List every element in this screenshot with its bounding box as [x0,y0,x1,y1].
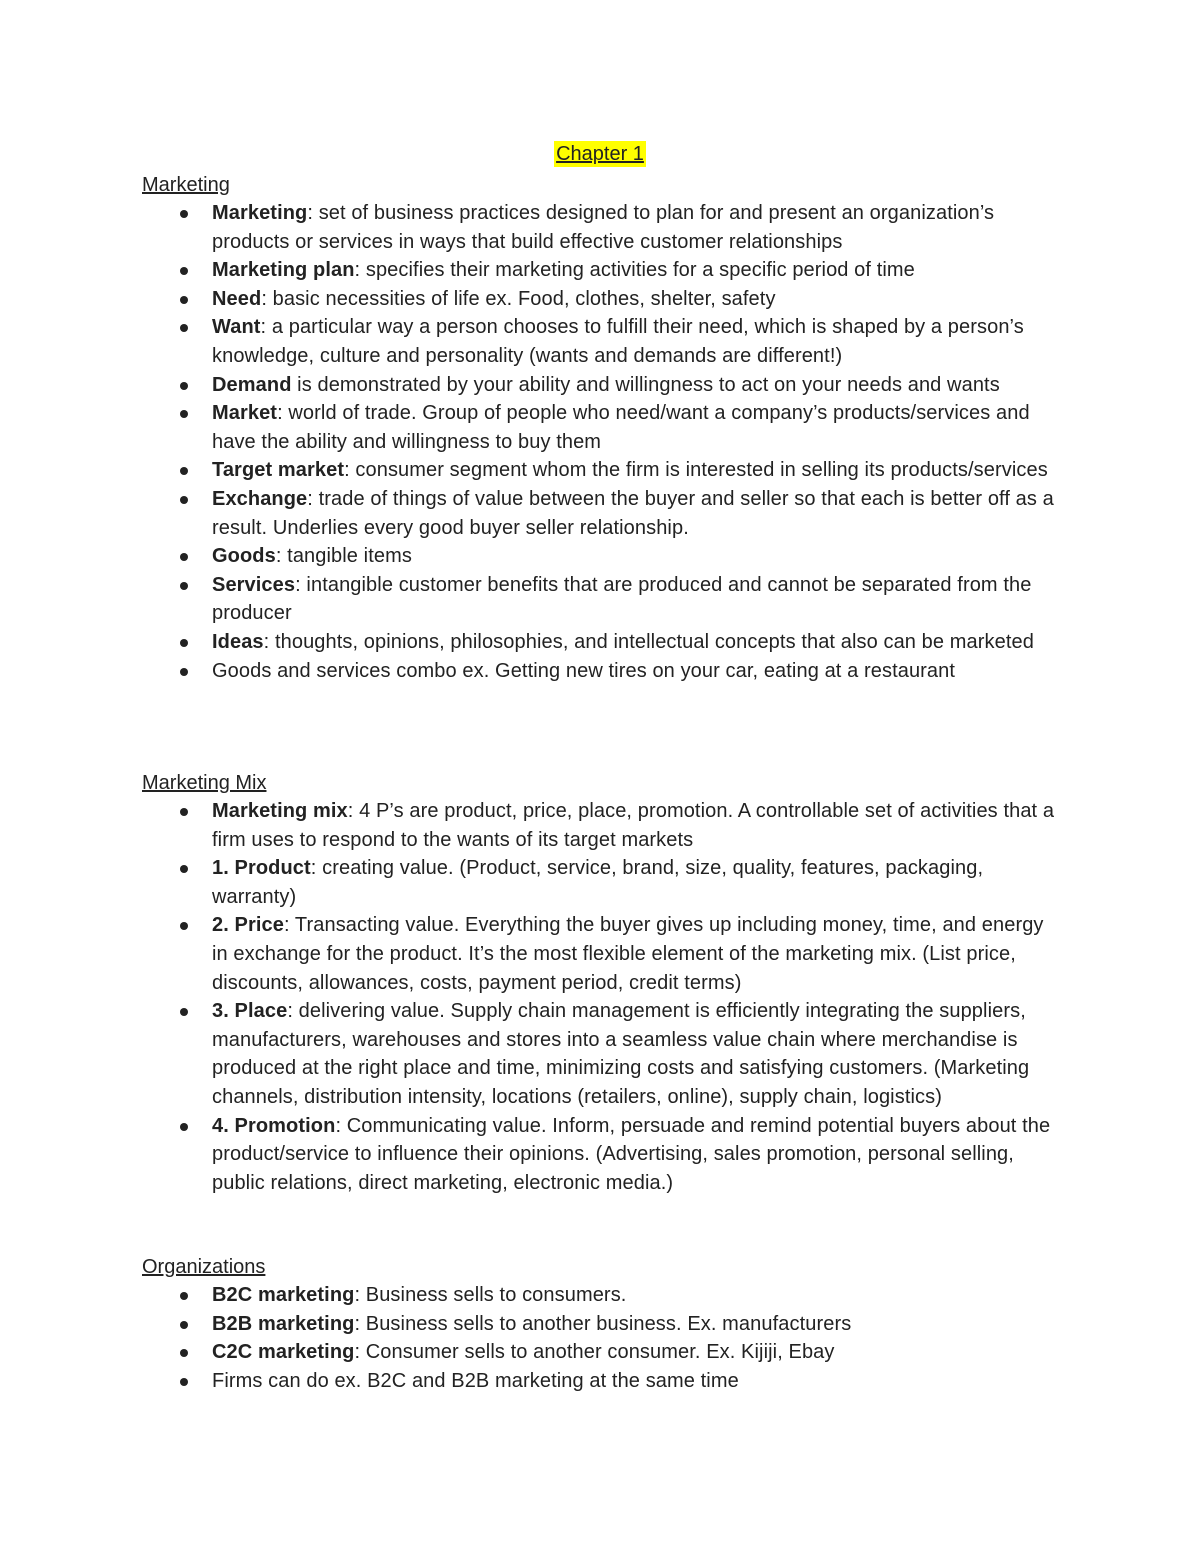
term-label: Goods [212,545,276,568]
list-item [142,1367,1062,1396]
definition-text: : specifies their marketing activities for a specific period of time [354,259,915,282]
definition-text: : consumer segment whom the firm is interested in selling its products/services [344,459,1048,482]
list-item [142,628,1062,657]
list-item [142,1281,1062,1310]
definition-text: : Business sells to another business. Ex. manufacturers [354,1312,852,1335]
term-label: Marketing plan [212,259,355,282]
section-heading: Marketing Mix [142,772,267,794]
term-label: Services [212,573,296,596]
list-item [142,371,1062,400]
section-heading: Organizations [142,1256,266,1278]
list-item [142,797,1062,854]
term-label: Exchange [212,487,308,510]
term-label: Target market [212,459,345,482]
definition-text: Goods and services combo ex. Getting new tires on your car, eating at a restaurant [212,659,956,682]
definition-text: : a particular way a person chooses to fulfill their need, which is shaped by a person’s knowledge, culture and personality (wants and demands are different!) [212,316,1024,367]
definition-text: : delivering value. Supply chain management is efficiently integrating the suppliers, manufacturers, warehouses and stores into a seamless value chain where merchandise is produced at the right place and time, minimizing costs and satisfying customers. (Marketing channels, distribution intensity, locations (retailers, online), supply chain, logistics) [212,1000,1030,1108]
definition-text: : Business sells to consumers. [354,1284,627,1306]
definition-text: : tangible items [275,545,412,568]
term-label: Market [212,402,278,425]
list-item [142,1338,1062,1367]
term-label: 1. Product [212,857,311,880]
list-item [142,285,1062,314]
definition-text: : Communicating value. Inform, persuade and remind potential buyers about the product/service to influence their opinions. (Advertising, sales promotion, personal selling, public relations, direct marketing, electronic media.) [212,1114,1051,1194]
section-marketing [142,171,1062,685]
list-item [142,1112,1062,1198]
section-marketing-mix [142,769,1062,1197]
term-label: 4. Promotion [212,1114,336,1137]
definition-text: : creating value. (Product, service, brand, size, quality, features, packaging, warranty) [212,857,984,908]
term-label: Want [212,316,261,339]
definition-text: Firms can do ex. B2C and B2B marketing at the same time [212,1369,739,1392]
bullet-list [142,797,1062,1197]
term-label: Need [212,287,262,310]
term-label: 2. Price [212,914,284,937]
list-item [142,911,1062,997]
list-item [142,399,1062,456]
term-label: Marketing mix [212,800,348,822]
term-label: Marketing [212,202,308,224]
definition-text: : world of trade. Group of people who need/want a company’s products/services and have the ability and willingness to buy them [212,402,1030,453]
list-item [142,456,1062,485]
definition-text: : thoughts, opinions, philosophies, and intellectual concepts that also can be marketed [263,630,1034,653]
list-item [142,1310,1062,1339]
definition-text: is demonstrated by your ability and willingness to act on your needs and wants [291,373,1000,396]
definition-text: : Transacting value. Everything the buyer gives up including money, time, and energy in exchange for the product. It’s the most flexible element of the marketing mix. (List price, discounts, allowances, costs, payment period, credit terms) [212,914,1044,994]
list-item [142,997,1062,1111]
list-item [142,854,1062,911]
list-item [142,313,1062,370]
bullet-list [142,1281,1062,1395]
definition-text: : intangible customer benefits that are produced and cannot be separated from the producer [212,573,1032,625]
bullet-list [142,199,1062,685]
term-label: 3. Place [212,1000,288,1023]
term-label: Demand [212,373,292,396]
list-item [142,571,1062,628]
term-label: C2C marketing [212,1341,355,1364]
list-item [142,256,1062,285]
definition-text: : 4 P’s are product, price, place, promotion. A controllable set of activities that a firm uses to respond to the wants of its target markets [212,800,1055,851]
definition-text: : basic necessities of life ex. Food, clothes, shelter, safety [261,287,776,310]
list-item [142,485,1062,542]
term-label: B2B marketing [212,1312,355,1335]
list-item [142,199,1062,256]
section-heading: Marketing [142,174,230,196]
title-wrapper [0,141,1200,167]
definition-text: : set of business practices designed to plan for and present an organization’s products or services in ways that build effective customer relationships [212,202,995,253]
definition-text: : trade of things of value between the buyer and seller so that each is better off as a result. Underlies every good buyer seller relationship. [212,487,1054,539]
term-label: Ideas [212,630,264,653]
chapter-title: Chapter 1 [556,143,644,165]
section-organizations [142,1253,1062,1395]
list-item [142,542,1062,571]
term-label: B2C marketing [212,1284,355,1306]
list-item [142,657,1062,686]
definition-text: : Consumer sells to another consumer. Ex. Kijiji, Ebay [354,1341,835,1364]
